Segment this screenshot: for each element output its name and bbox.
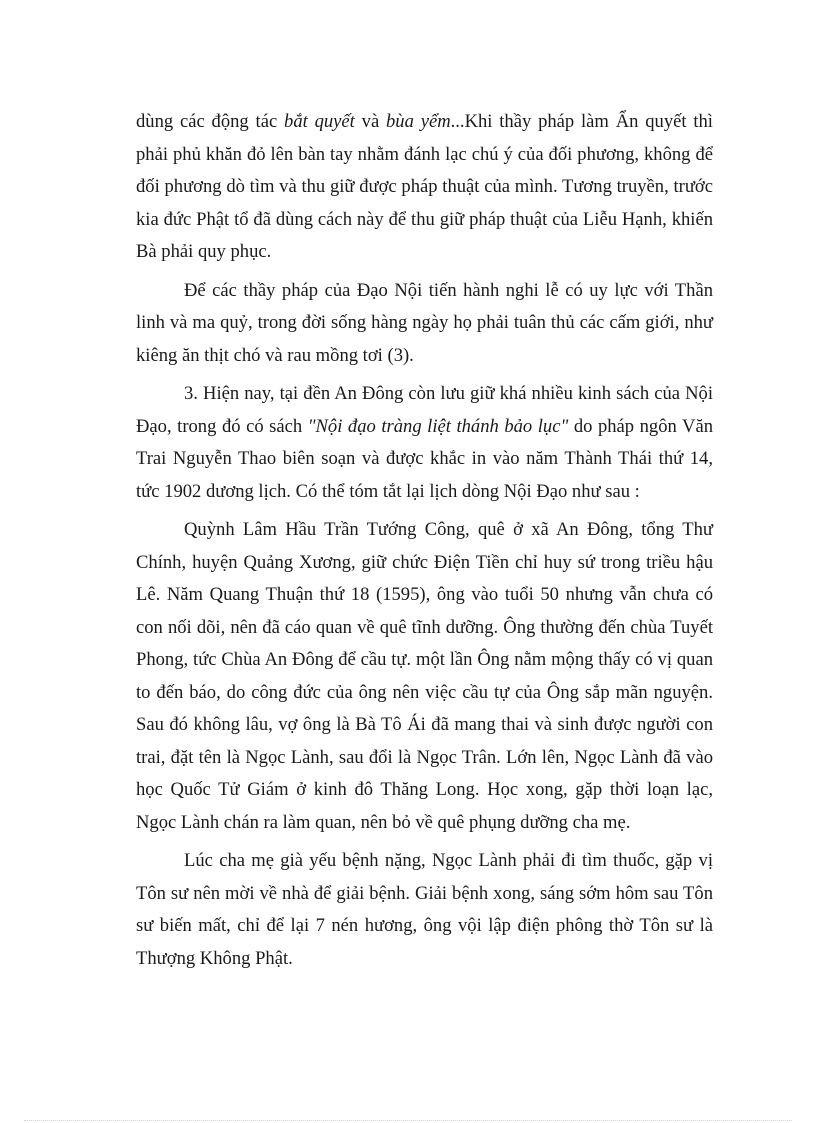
text-segment: Để các thầy pháp của Đạo Nội tiến hành nghi lễ có uy lực với Thần linh và ma quỷ, trong đời sống hàng ngày họ phải tuân thủ các cấm giới, như kiêng ăn thịt chó và rau mồng tơi (3). — [136, 279, 713, 366]
paragraph-4 — [136, 514, 713, 839]
document-page — [136, 106, 713, 981]
italic-book-title: "Nội đạo tràng liệt thánh bảo lục" — [307, 415, 569, 437]
text-segment: 3. Hiện nay, tại đền An Đông còn lưu giữ khá nhiều kinh sách của Nội Đạo, trong đó có sách — [136, 383, 713, 437]
text-segment: và — [354, 111, 386, 132]
page-bottom-divider — [24, 1120, 792, 1121]
paragraph-1 — [136, 106, 713, 269]
text-segment: dùng các động tác — [136, 111, 285, 132]
paragraph-2 — [136, 275, 713, 373]
text-segment: do pháp ngôn Văn Trai Nguyễn Thao biên soạn và được khắc in vào năm Thành Thái thứ 14, tức 1902 dương lịch. Có thể tóm tắt lại lịch dòng Nội Đạo như sau : — [136, 415, 713, 502]
text-segment: Lúc cha mẹ già yếu bệnh nặng, Ngọc Lành phải đi tìm thuốc, gặp vị Tôn sư nên mời về nhà để giải bệnh. Giải bệnh xong, sáng sớm hôm sau Tôn sư biến mất, chỉ để lại 7 nén hương, ông vội lập điện phông thờ Tôn sư là Thượng Không Phật. — [136, 850, 713, 969]
italic-term-bua-yem: bùa yểm — [386, 111, 451, 132]
paragraph-3 — [136, 378, 713, 508]
text-segment: ...Khi thầy pháp làm Ẩn quyết thì phải phủ khăn đỏ lên bàn tay nhằm đánh lạc chú ý của đối phương, không để đối phương dò tìm và thu giữ được pháp thuật của mình. Tương truyền, trước kia đức Phật tổ đã dùng cách này để thu giữ pháp thuật của Liễu Hạnh, khiến Bà phải quy phục. — [136, 111, 713, 262]
text-segment: Quỳnh Lâm Hầu Trần Tướng Công, quê ở xã An Đông, tổng Thư Chính, huyện Quảng Xương, giữ chức Điện Tiền chỉ huy sứ trong triều hậu Lê. Năm Quang Thuận thứ 18 (1595), ông vào tuổi 50 nhưng vẫn chưa có con nối dõi, nên đã cáo quan về quê tĩnh dưỡng. Ông thường đến chùa Tuyết Phong, tức Chùa An Đông để cầu tự. một lần Ông nằm mộng thấy có vị quan to đến báo, do công đức của ông nên việc cầu tự của Ông sắp mãn nguyện. Sau đó không lâu, vợ ông là Bà Tô Ái đã mang thai và sinh được người con trai, đặt tên là Ngọc Lành, sau đổi là Ngọc Trân. Lớn lên, Ngọc Lành đã vào học Quốc Tử Giám ở kinh đô Thăng Long. Học xong, gặp thời loạn lạc, Ngọc Lành chán ra làm quan, nên bỏ về quê phụng dưỡng cha mẹ. — [136, 519, 713, 833]
paragraph-5 — [136, 845, 713, 975]
italic-term-bat-quyet: bắt quyết — [284, 111, 355, 132]
